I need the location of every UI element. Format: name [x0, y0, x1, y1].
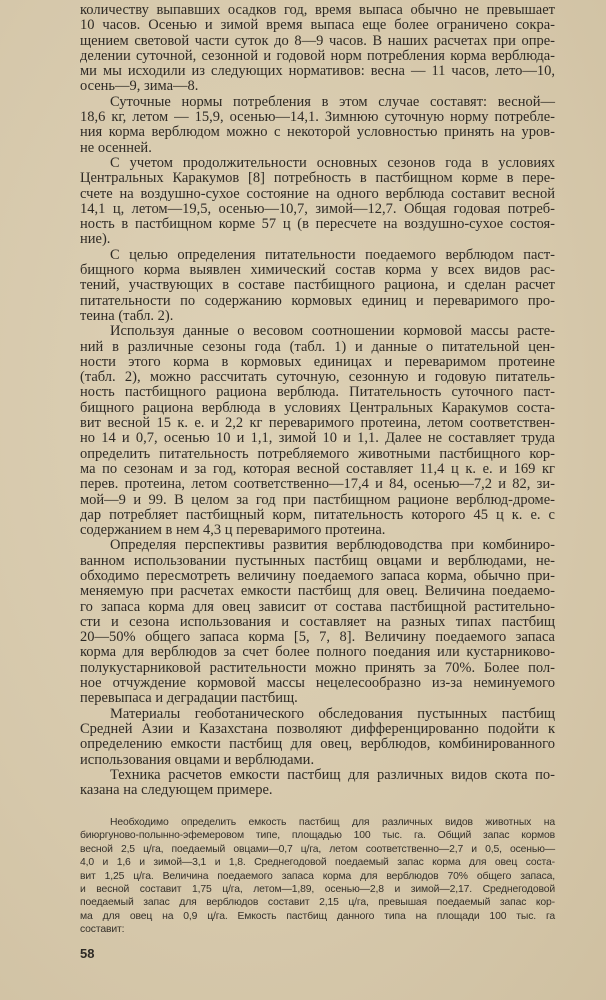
text-line: ности этого корма в кормовых единицах и переваримом протеине	[80, 353, 555, 370]
text-line: дар потребляет пастбищный корм, питательность которого 45 ц к. е. с	[80, 506, 555, 523]
text-line: мой—9 и 99. В целом за год при пастбищном рационе верблюд-дроме-	[80, 491, 555, 508]
text-line: количеству выпавших осадков год, время выпаса обычно не превышает	[80, 2, 555, 18]
text-line: корма для верблюдов за счет более полного поедания или кустарниково-	[80, 644, 555, 661]
example-line: вит 1,25 ц/га. Величина поедаемого запаса корма для верблюдов 70% общего запаса,	[80, 870, 555, 882]
text-line: перевыпаса и деградации пастбищ.	[80, 690, 298, 707]
text-line: Техника расчетов емкости пастбищ для различных видов скота по-	[110, 766, 555, 783]
paragraph	[80, 768, 555, 799]
text-line: полукустарниковой растительности можно принять за 70%. Более пол-	[80, 659, 555, 676]
text-line: С учетом продолжительности основных сезонов года в условиях	[110, 154, 555, 171]
text-line: ное отчуждение кормовой массы нецелесообразно из-за неминуемого	[80, 675, 555, 692]
text-line: Средней Азии и Казахстана позволяют дифференцированно подойти к	[80, 720, 555, 737]
example-line: и весной составит 1,75 ц/га, летом—1,89, осенью—2,8 и зимой—2,17. Среднегодовой	[80, 883, 555, 895]
text-line: Определяя перспективы развития верблюдоводства при комбиниро-	[110, 537, 555, 554]
text-line: сти и сезона использования и составляет на разных типах пастбищ	[80, 613, 555, 630]
example-line: Необходимо определить емкость пастбищ для различных видов животных на	[110, 817, 555, 828]
text-line: определению емкости пастбищ для овец, верблюдов, комбинированного	[80, 736, 555, 753]
text-line: Суточные нормы потребления в этом случае составят: весной—	[110, 93, 555, 110]
text-line: теина (табл. 2).	[80, 307, 174, 324]
paragraph	[80, 95, 555, 156]
text-line: меняемую при расчетах емкости пастбищ для овец. Величина поедаемо-	[80, 583, 555, 600]
example-line: весной 2,5 ц/га, поедаемый овцами—0,7 ц/га, летом соответственно—2,7 и 0,5, осенью—	[80, 843, 555, 855]
text-line: ние).	[80, 231, 111, 248]
text-line: 18,6 кг, летом — 15,9, осенью—14,1. Зимнюю суточную норму потребле-	[80, 109, 555, 126]
example-line: составит:	[80, 924, 125, 936]
text-line: ний в различные сезоны года (табл. 1) и данные о питательной цен-	[80, 338, 555, 355]
example-line: поедаемый запас для верблюдов составит 2,15 ц/га, превышая поедаемый запас кор-	[80, 897, 555, 909]
text-line: содержанием в нем 4,3 ц переваримого протеина.	[80, 522, 386, 539]
text-line: 14,1 ц, летом—19,5, осенью—10,7, зимой—12,7. Общая годовая потреб-	[80, 200, 555, 217]
text-line: вит весной 15 к. е. и 2,2 кг переваримого протеина, летом соответствен-	[80, 415, 555, 432]
paragraph	[80, 248, 555, 324]
text-line: делении суточной, сезонной и годовой норм потребления корма верблюда-	[80, 47, 555, 64]
main-text	[80, 3, 555, 798]
paragraph	[80, 3, 555, 95]
text-line: осень—9, зима—8.	[80, 78, 199, 95]
text-line: С целью определения питательности поедаемого верблюдом паст-	[110, 246, 555, 263]
text-line: ма по сезонам и за год, которая весной составляет 11,4 ц к. е. и 169 кг	[80, 460, 555, 477]
text-line: бищного корма выявлен химический состав корма у всех видов рас-	[80, 262, 555, 279]
text-line: обходимо пересмотреть величину поедаемого запаса корма, обычно при-	[80, 567, 555, 584]
text-line: 10 часов. Осенью и зимой время выпаса еще более ограничено сокра-	[80, 17, 555, 34]
paragraph	[80, 324, 555, 538]
text-line: ния корма верблюдом можно с некоторой условностью принять на уров-	[80, 124, 555, 141]
text-line: ность пастбищного рациона верблюда. Питательность суточного паст-	[80, 384, 555, 401]
text-line: ми мы исходили из следующих нормативов: весна — 11 часов, лето—10,	[80, 63, 555, 80]
example-text	[80, 816, 555, 937]
text-line: питательности по содержанию кормовых единиц и переваримого про-	[80, 292, 555, 309]
text-line: тений, участвующих в составе пастбищного рациона, и сделан расчет	[80, 277, 555, 294]
text-line: 20—50% общего запаса корма [5, 7, 8]. Величину поедаемого запаса	[80, 629, 555, 646]
example-line: 4,0 и 1,6 и зимой—3,1 и 1,8. Среднегодовой поедаемый запас корма для овец соста-	[80, 857, 555, 869]
text-line: го запаса корма для овец зависит от состава пастбищной растительно-	[80, 598, 555, 615]
text-line: бищного рациона верблюда в условиях Центральных Каракумов соста-	[80, 399, 555, 416]
text-line: казана на следующем примере.	[80, 782, 273, 799]
text-line: не осенней.	[80, 139, 152, 156]
paragraph	[80, 538, 555, 706]
example-line: ма для овец на 0,9 ц/га. Емкость пастбищ данного типа на площади 100 тыс. га	[80, 910, 555, 922]
page-number: 58	[80, 946, 95, 961]
text-line: ность в пастбищном корме 57 ц (в пересчете на воздушно-сухое состоя-	[80, 216, 555, 233]
text-line: (табл. 2), можно рассчитать суточную, сезонную и годовую питатель-	[80, 369, 555, 386]
text-line: щением световой части суток до 8—9 часов. В наших расчетах при опре-	[80, 32, 555, 49]
text-line: определить питательность потребляемого животными пастбищного кор-	[80, 445, 555, 462]
text-line: использования овцами и верблюдами.	[80, 751, 315, 768]
text-line: счете на воздушно-сухое состояние на одного верблюда составит весной	[80, 185, 555, 202]
text-line: Центральных Каракумов [8] потребность в пастбищном корме в пере-	[80, 170, 555, 187]
text-line: ванном использовании пустынных пастбищ овцами и верблюдами, не-	[80, 552, 555, 569]
text-line: Используя данные о весовом соотношении кормовой массы расте-	[110, 323, 555, 340]
text-line: Материалы геоботанического обследования пустынных пастбищ	[110, 705, 555, 722]
text-line: перев. протеина, летом соответственно—17,4 и 84, осенью—7,2 и 82, зи-	[80, 476, 555, 493]
paragraph	[80, 707, 555, 768]
text-line: но 14 и 0,7, осенью 10 и 1,1, зимой 10 и 1,1. Далее не составляет труда	[80, 430, 555, 447]
example-line: биюргуново-полынно-эфемеровом типе, площадью 100 тыс. га. Общий запас кормов	[80, 830, 555, 842]
paragraph	[80, 156, 555, 248]
